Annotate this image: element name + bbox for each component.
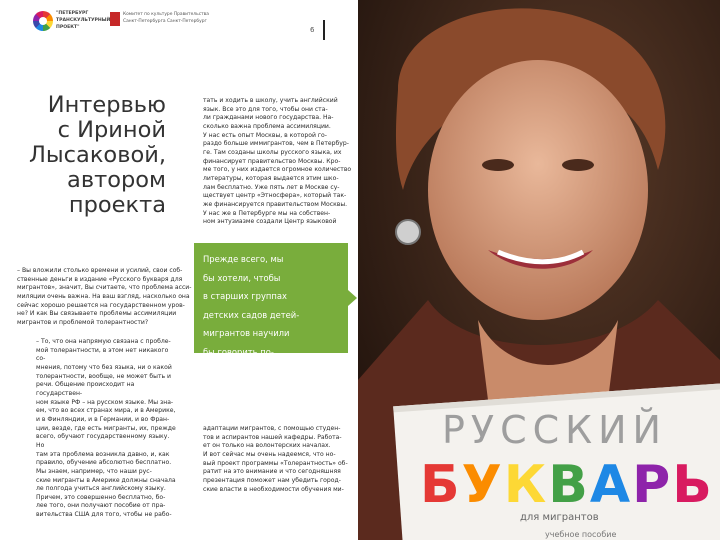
government-logo [110, 10, 210, 32]
interview-question: – Вы вложили столько времени и усилий, свои соб- ственные деньги в издание «Русского букваря для мигрантов», значит, Вы считаете, что проблема асси- миляции очень важна. На ваш взгляд, насколько она сейчас хорошо решается на государственном уров- не? И как Вы связываете проблемы ассимиляции мигрантов и проблемой толерантности? [17, 267, 192, 326]
book-title-letter: К [503, 455, 549, 515]
logo2-text: Комитет по культуре Правительства Санкт-Петербурга Санкт-Петербург [123, 12, 209, 24]
book-title-letter: У [461, 455, 504, 515]
transcultural-project-logo [33, 8, 111, 38]
book-title-line2 [420, 455, 714, 515]
book-title-letter: Ь [672, 455, 714, 515]
page-number-bar [323, 20, 325, 40]
page-number: 6 [310, 26, 315, 34]
pull-quote-pointer [348, 290, 357, 306]
interview-answer: – То, что она напрямую связана с пробле- мой толерантности, в этом нет никакого со- мнения, потому что без языка, ни о какой толерантности, вообще, не может быть и речи. Общение происходит на государствен- ном языке РФ – на русском языке. Мы зна- ем, что во всех странах мира, и в Америке, и в Финляндии, и в Германии, и во Фран- ции, везде, где есть мигранты, их, прежде всего, обучают государственному языку. Но там эта проблема возникла давно, и, как правило, обучение абсолютно бесплатно. Мы знаем, например, что наши рус- ские мигранты в Америке должны сначала ле полгода учиться английскому языку. Причем, это совершенно бесплатно, бо- лее того, они получают пособие от пра- вительства США для того, чтобы не рабо- [36, 338, 176, 519]
flag-icon [110, 12, 120, 26]
book-title-letter: Б [420, 455, 462, 515]
interview-title: Интервью с Ириной Лысаковой, автором проекта [29, 92, 166, 218]
book-title-letter: В [548, 455, 590, 515]
pull-quote-text: Прежде всего, мы бы хотели, чтобы в старших группах детских садов детей- мигрантов научили бы говорить по- русски при помощи нашей книги. [203, 254, 300, 394]
book-title-letter: Р [632, 455, 673, 515]
answer-continued-top: тать и ходить в школу, учить английский язык. Все это для того, чтобы они ста- ли гражданами нового государства. На- сколько важна проблема ассимиляции. У нас есть опыт Москвы, в которой го- раздо больше иммигрантов, чем в Петербур- ге. Там созданы школы русского языка, их финансирует правительство Москвы. Кро- ме того, у них издается огромное количество литературы, которая выдается этим шко- лам бесплатно. Уже пять лет в Москве су- ществует центр «Этносфера», который так- же финансируется правительством Москвы. У нас же в Петербурге мы на собствен- ном энтузиазме создали Центр языковой [203, 97, 352, 226]
color-wheel-icon [33, 11, 53, 31]
logo1-text: "ПЕТЕРБУРГ ТРАНСКУЛЬТУРНЫЙ ПРОЕКТ" [56, 11, 111, 30]
book-title-line1: РУССКИЙ [442, 408, 667, 452]
book-subtitle-2: учебное пособие [545, 530, 617, 539]
book-title-letter: А [589, 455, 633, 515]
answer-continued-bottom: адаптации мигрантов, с помощью студен- тов и аспирантов нашей кафедры. Работа- ет он только на волонтерских началах. И вот сейчас мы очень надеемся, что но- вый проект программы «Толерантность» об- ратит на это внимание и что сегодняшняя презентация поможет нам убедить город- ские власти в необходимости обучения ми- [203, 425, 348, 493]
book-subtitle: для мигрантов [520, 512, 599, 523]
